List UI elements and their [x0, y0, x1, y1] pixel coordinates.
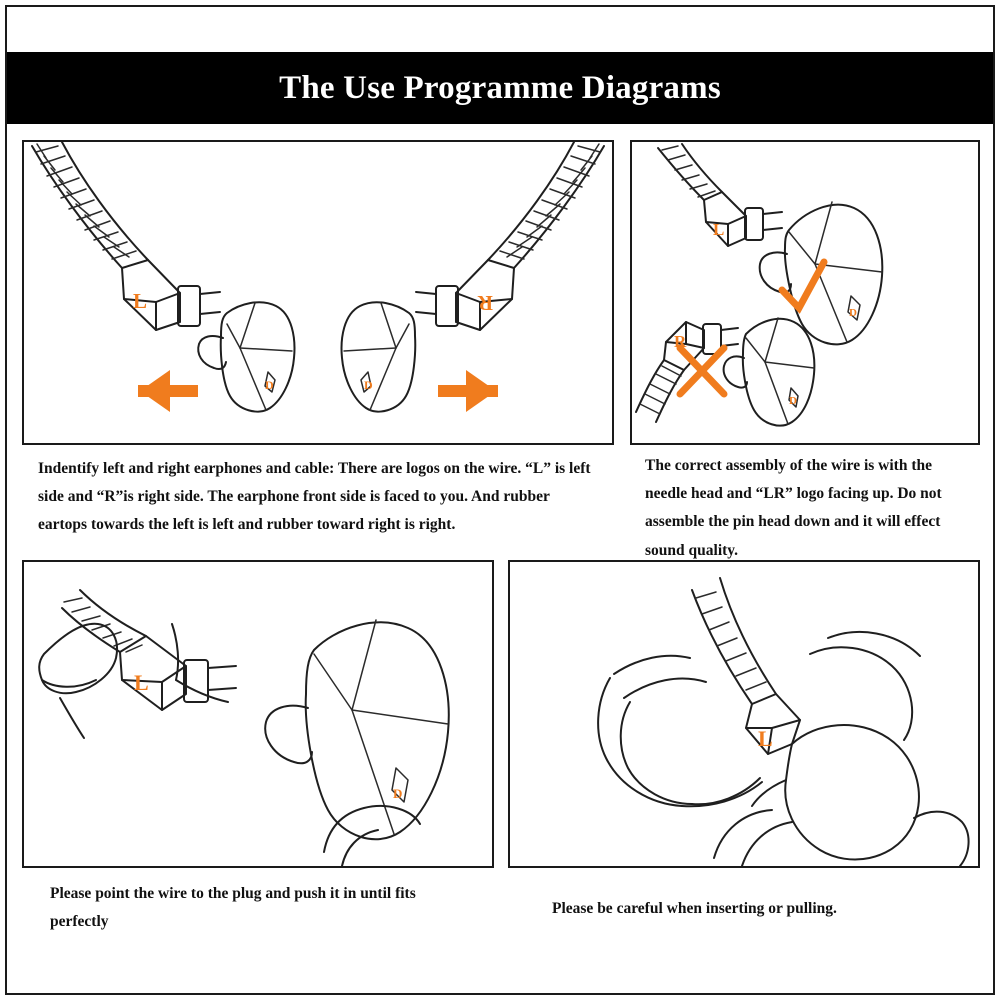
right-arrow	[438, 370, 498, 412]
insert-plug-panel	[22, 560, 494, 868]
title-banner	[7, 52, 993, 124]
cable	[692, 578, 776, 704]
hand-shapes	[598, 632, 968, 866]
right-earphone-shell	[342, 302, 416, 411]
left-arrow	[138, 370, 198, 412]
left-driver-label: D	[265, 378, 274, 392]
left-plug-label: L	[133, 289, 148, 313]
right-driver-label: D	[364, 378, 373, 392]
correct-driver-label: D	[849, 307, 857, 319]
page-title: The Use Programme Diagrams	[279, 69, 721, 106]
left-braided-cable	[32, 142, 148, 268]
panel-4-caption: Please be careful when inserting or pulling.	[552, 900, 837, 917]
incorrect-cross-mark	[680, 348, 724, 394]
right-connector	[416, 260, 514, 330]
incorrect-cable	[636, 360, 684, 422]
left-earphone-shell	[198, 302, 294, 411]
careful-handling-panel	[508, 560, 980, 868]
panel-2-illustration	[632, 142, 978, 443]
holding-fingers	[324, 806, 420, 866]
right-braided-cable	[488, 142, 604, 268]
incorrect-plug-label: R	[674, 332, 687, 351]
target-earphone-shell	[265, 620, 449, 839]
incorrect-earphone-shell	[724, 318, 815, 426]
correct-cable	[658, 144, 722, 200]
panel-2-caption: The correct assembly of the wire is with the needle head and “LR” logo facing up. Do not assemble the pin head down and it will effect sound quality.	[645, 457, 942, 559]
correct-assembly-panel	[630, 140, 980, 445]
hand-holding-plug	[39, 590, 228, 738]
correct-plug-label: L	[713, 220, 725, 239]
target-driver-label: D	[393, 786, 403, 801]
plug-label: L	[758, 726, 773, 751]
panel-1-illustration	[24, 142, 612, 443]
panel-4-illustration	[510, 562, 978, 866]
panel-3-illustration	[24, 562, 492, 866]
panel-3-caption: Please point the wire to the plug and push it in until fits perfectly	[50, 885, 416, 931]
incorrect-driver-label: D	[789, 395, 797, 407]
identify-left-right-panel	[22, 140, 614, 445]
panel-1-caption: Indentify left and right earphones and cable: There are logos on the wire. “L” is left side and “R”is right side. The earphone front side is faced to you. And rubber eartops towards the left is left and rubber toward right is right.	[38, 460, 591, 534]
plug-label: L	[134, 670, 149, 695]
right-plug-label: R	[477, 291, 493, 315]
